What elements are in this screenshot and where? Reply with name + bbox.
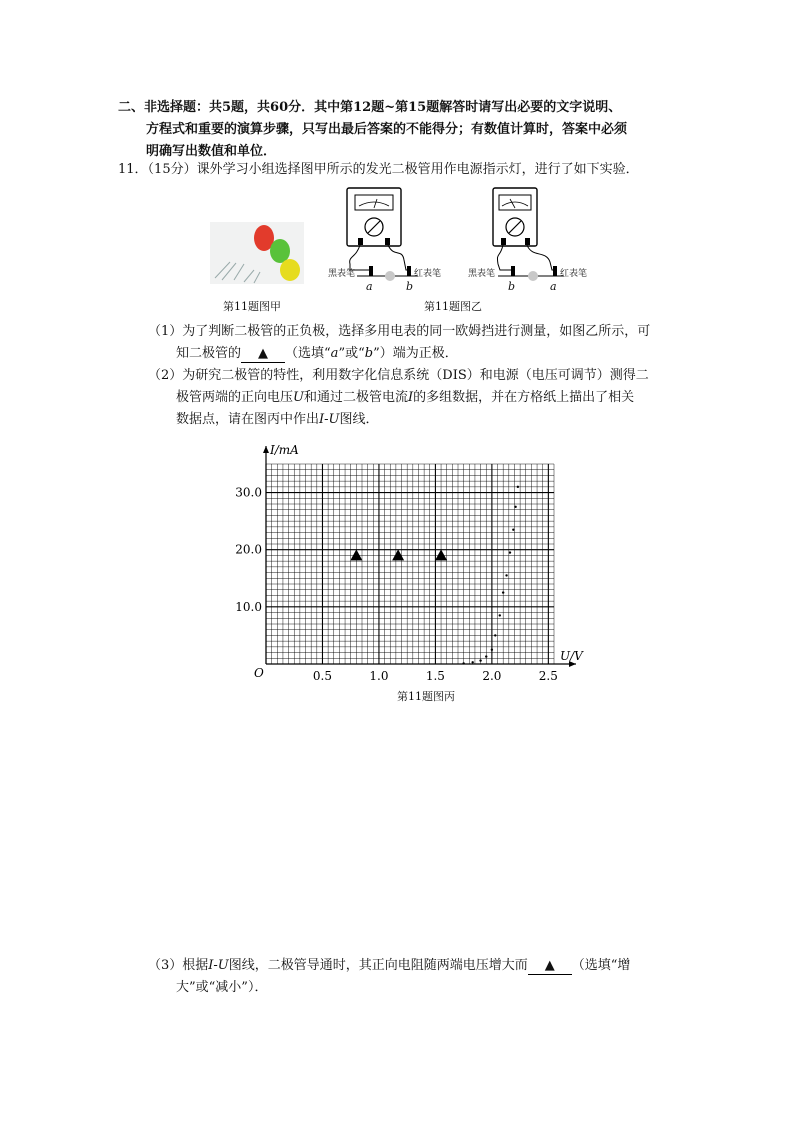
chart-grid (266, 464, 554, 664)
x-tick-label: 0.5 (312, 669, 333, 683)
green-led-icon (270, 239, 290, 263)
multimeter-right-icon (493, 188, 537, 246)
part1-text-d: ”）端为正极． (373, 346, 458, 361)
part2-var-IU: I-U (319, 412, 340, 427)
chart-marks (350, 486, 519, 665)
y-tick-label: 20.0 (235, 542, 262, 557)
x-tick-label: 2.5 (538, 669, 558, 683)
part1-option-b: b (364, 346, 374, 361)
x-axis-label: U/V (560, 649, 583, 663)
label-a-right: a (550, 280, 557, 293)
label-a-left: a (366, 280, 373, 293)
origin-label: O (254, 666, 264, 680)
chart-ticks (235, 486, 558, 683)
data-point (505, 574, 507, 576)
data-point (479, 659, 481, 661)
data-point (462, 662, 464, 664)
answer-blank-1[interactable]: ▲ (241, 346, 285, 363)
data-point (512, 529, 514, 531)
part2-text-c: 的多组数据，并在方格纸上描出了相关 (413, 390, 635, 405)
part3-text-b: 图线，二极管导通时，其正向电阻随两端电压增大而 (228, 958, 528, 973)
data-point (485, 655, 487, 657)
x-tick-label: 2.0 (482, 669, 502, 683)
part2-line1: （2）为研究二极管的特性，利用数字化信息系统（DIS）和电源（电压可调节）测得二 (148, 368, 649, 383)
data-point (502, 591, 504, 593)
figure-bing-iu-chart (230, 440, 590, 690)
section-heading-line2: 方程式和重要的演算步骤，只写出最后答案的不能得分；有数值计算时，答案中必须 (146, 122, 628, 137)
part3-var-IU: I-U (208, 958, 229, 973)
part2-var-I: I (408, 390, 414, 405)
part3-line1 (148, 956, 630, 976)
part2-text-b: 和通过二极管电流 (303, 390, 408, 405)
part2-var-U: U (293, 390, 304, 405)
answer-marker-triangle-icon (435, 549, 447, 560)
x-tick-label: 1.0 (369, 669, 389, 683)
y-axis-label: I/mA (270, 443, 299, 457)
part1-text-a: 知二极管的 (176, 346, 242, 361)
section-heading-line3: 明确写出数值和单位． (146, 144, 277, 159)
label-b-left: b (406, 280, 414, 293)
figure-yi-caption: 第11题图乙 (424, 300, 482, 313)
figure-jia-led-photo (210, 222, 304, 284)
yellow-led-icon (280, 259, 300, 281)
part2-text-d: 数据点，请在图丙中作出 (176, 412, 320, 427)
part1-text-c: ”或“ (338, 346, 365, 361)
part2-line3 (176, 410, 379, 430)
data-point (499, 614, 501, 616)
data-point (491, 649, 493, 651)
probe-label-red-right: 红表笔 (560, 269, 588, 279)
part3-text-a: （3）根据 (148, 958, 209, 973)
part1-text-b: （选填“ (285, 346, 331, 361)
figure-bing-caption: 第11题图丙 (397, 690, 455, 703)
x-tick-label: 1.5 (425, 669, 445, 683)
multimeter-left-icon (347, 188, 401, 246)
part1-option-a: a (330, 346, 339, 361)
data-point (517, 486, 519, 488)
question-number: 11． (118, 162, 148, 177)
question-intro-text: （15分）课外学习小组选择图甲所示的发光二极管用作电源指示灯，进行了如下实验． (147, 162, 639, 177)
data-point (514, 506, 516, 508)
figure-jia-caption: 第11题图甲 (223, 300, 281, 313)
answer-marker-triangle-icon (350, 549, 362, 560)
part3-text-c: （选填“增 (571, 958, 631, 973)
answer-blank-3[interactable]: ▲ (528, 958, 572, 975)
data-point (494, 634, 496, 636)
y-axis-arrow-icon (263, 446, 269, 453)
data-point (471, 661, 473, 663)
data-point (509, 551, 511, 553)
probe-label-black-left: 黑表笔 (328, 269, 356, 279)
probe-label-red-left: 红表笔 (414, 269, 442, 279)
part2-text-a: 极管两端的正向电压 (176, 390, 294, 405)
y-tick-label: 30.0 (235, 485, 262, 500)
figure-yi-multimeters (320, 186, 600, 292)
part1-line1: （1）为了判断二极管的正负极，选择多用电表的同一欧姆挡进行测量，如图乙所示，可 (148, 324, 651, 339)
y-tick-label: 10.0 (235, 599, 262, 614)
probe-label-black-right: 黑表笔 (468, 269, 496, 279)
part3-line2: 大”或“减小”）． (176, 980, 268, 995)
part1-line2 (176, 344, 458, 364)
part2-text-e: 图线． (339, 412, 379, 427)
chart-axes (254, 443, 584, 680)
part2-line2 (176, 388, 634, 408)
question-intro (118, 160, 639, 180)
section-heading-line1: 二、非选择题：共5题，共60分．其中第12题~第15题解答时请写出必要的文字说明、 (118, 100, 622, 115)
answer-marker-triangle-icon (392, 549, 404, 560)
label-b-right: b (508, 280, 516, 293)
